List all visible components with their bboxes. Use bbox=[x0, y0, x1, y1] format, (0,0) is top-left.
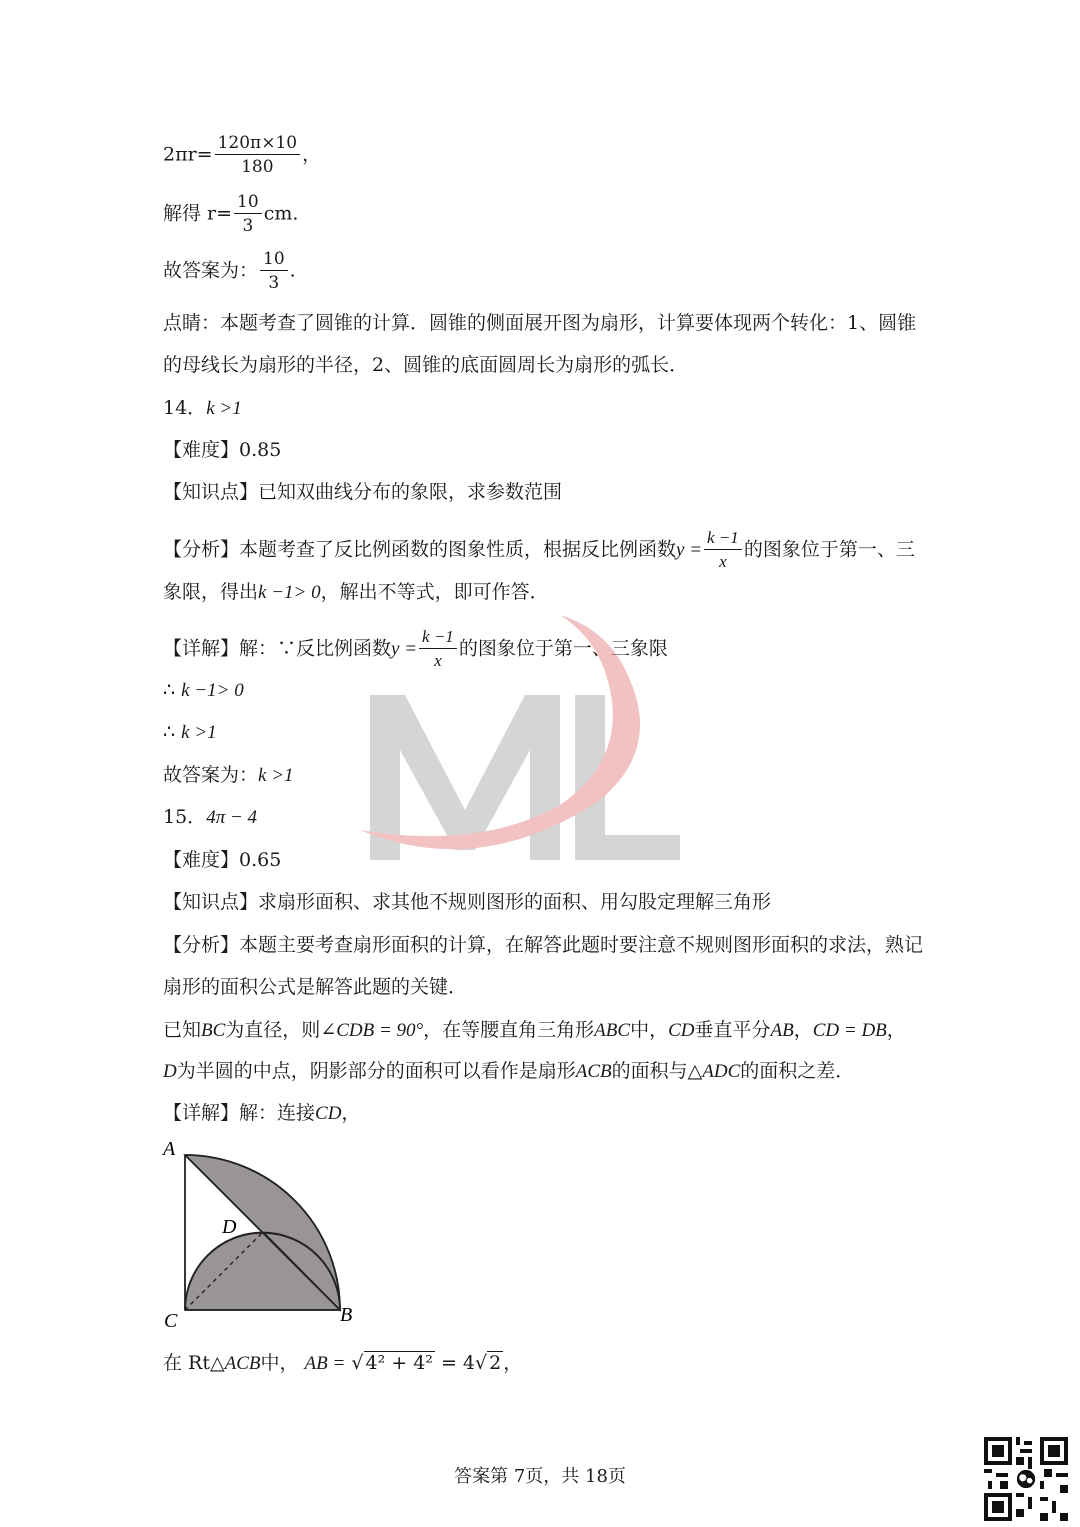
denominator: x bbox=[434, 651, 442, 670]
math: BC bbox=[201, 1020, 226, 1041]
text: 【详解】解：连接 bbox=[163, 1102, 316, 1124]
note-line-1: 点睛：本题考查了圆锥的计算．圆锥的侧面展开图为扇形，计算要体现两个转化：1、圆锥 bbox=[163, 312, 917, 334]
math: k −1> 0 bbox=[258, 582, 321, 603]
q14-difficulty: 【难度】0.85 bbox=[163, 439, 282, 461]
question-15-answer bbox=[163, 804, 257, 831]
denominator: 3 bbox=[242, 216, 254, 236]
label-b: B bbox=[340, 1304, 353, 1326]
text: ，在等腰直角三角形 bbox=[423, 1019, 595, 1041]
label-a: A bbox=[163, 1138, 176, 1160]
q15-analysis-1: 【分析】本题主要考查扇形面积的计算，在解答此题时要注意不规则图形面积的求法，熟记 bbox=[163, 934, 924, 956]
math: D bbox=[163, 1061, 177, 1082]
denominator: 180 bbox=[241, 157, 274, 177]
numerator: 120π×10 bbox=[215, 132, 301, 155]
page-footer: 答案第 7页，共 18页 bbox=[454, 1466, 626, 1487]
text: 的图象位于第一、三象限 bbox=[458, 637, 668, 660]
question-number: 14． bbox=[163, 397, 207, 419]
fraction bbox=[215, 132, 301, 179]
question-14-answer bbox=[163, 395, 242, 422]
watermark-logo bbox=[360, 600, 690, 890]
sqrt-radicand: 2 bbox=[489, 1352, 502, 1374]
text: 在 Rt△ bbox=[163, 1352, 225, 1374]
text: . bbox=[289, 259, 296, 282]
geometry-figure bbox=[160, 1135, 360, 1335]
q14-detail-2 bbox=[163, 677, 244, 704]
fraction bbox=[260, 248, 288, 295]
text: 的面积与 bbox=[611, 1060, 688, 1082]
text: 垂直平分 bbox=[694, 1019, 771, 1041]
q14-knowledge-point: 【知识点】已知双曲线分布的象限，求参数范围 bbox=[163, 481, 563, 503]
text: 的面积之差． bbox=[740, 1060, 855, 1082]
label-c: C bbox=[164, 1310, 178, 1332]
text: ， bbox=[341, 1102, 361, 1124]
text: 为半圆的中点，阴影部分的面积可以看作是扇形 bbox=[176, 1060, 576, 1082]
q15-difficulty: 【难度】0.65 bbox=[163, 849, 282, 871]
sqrt-radicand: 4² + 4² bbox=[365, 1352, 433, 1374]
question-number: 15． bbox=[163, 806, 207, 828]
text: ， bbox=[503, 1352, 523, 1374]
equation-line-1 bbox=[163, 132, 321, 179]
math: y = bbox=[676, 539, 703, 561]
text: 中， bbox=[260, 1352, 299, 1374]
q15-analysis-2: 扇形的面积公式是解答此题的关键． bbox=[163, 976, 468, 998]
text: 解得 r= bbox=[163, 202, 233, 225]
math: CD = DB bbox=[812, 1020, 887, 1041]
q14-detail-4 bbox=[163, 762, 294, 789]
text: ，解出不等式，即可作答． bbox=[320, 581, 549, 603]
text: ， bbox=[793, 1019, 813, 1041]
q14-analysis-1 bbox=[163, 527, 915, 574]
label-d: D bbox=[222, 1216, 237, 1238]
numerator: k −1 bbox=[419, 626, 457, 649]
q15-knowledge-point: 【知识点】求扇形面积、求其他不规则图形的面积、用勾股定理解三角形 bbox=[163, 891, 772, 913]
math: k −1> 0 bbox=[181, 680, 244, 701]
math: △ADC bbox=[687, 1061, 741, 1082]
q15-detail-1 bbox=[163, 1100, 360, 1127]
denominator: x bbox=[719, 552, 727, 571]
numerator: 10 bbox=[260, 248, 288, 271]
text: 故答案为： bbox=[163, 764, 259, 786]
math: ∠CDB = 90° bbox=[320, 1020, 424, 1041]
fraction bbox=[704, 527, 742, 574]
text: 2πr= bbox=[163, 143, 213, 166]
math: 4π − 4 bbox=[206, 807, 258, 828]
math: k >1 bbox=[258, 765, 294, 786]
math: ACB bbox=[224, 1353, 261, 1374]
text: 的图象位于第一、三 bbox=[743, 538, 915, 561]
therefore-symbol: ∴ bbox=[163, 679, 176, 701]
q15-detail-2: 在 Rt△ACB中， AB = √ 4² + 4² = 4√ 2 ， bbox=[163, 1352, 523, 1374]
text: 【详解】解：∵反比例函数 bbox=[163, 637, 392, 660]
math: = 4 bbox=[440, 1352, 476, 1374]
text: ， bbox=[302, 143, 322, 166]
math: k >1 bbox=[206, 398, 242, 419]
fraction bbox=[234, 191, 262, 238]
numerator: k −1 bbox=[704, 527, 742, 550]
text: 为直径，则 bbox=[225, 1019, 321, 1041]
numerator: 10 bbox=[234, 191, 262, 214]
math: k >1 bbox=[181, 722, 217, 743]
answer-line bbox=[163, 248, 296, 295]
q14-detail-3 bbox=[163, 719, 217, 746]
text: 象限，得出 bbox=[163, 581, 259, 603]
math: ABC bbox=[594, 1020, 631, 1041]
denominator: 3 bbox=[268, 273, 280, 293]
qr-code-icon bbox=[980, 1433, 1072, 1525]
math: AB = bbox=[304, 1353, 346, 1374]
text: 中， bbox=[630, 1019, 669, 1041]
math: ACB bbox=[575, 1061, 612, 1082]
therefore-symbol: ∴ bbox=[163, 721, 176, 743]
text: cm. bbox=[263, 202, 299, 225]
equation-line-2 bbox=[163, 191, 298, 238]
text: 【分析】本题考查了反比例函数的图象性质，根据反比例函数 bbox=[163, 538, 677, 561]
q15-known-1 bbox=[163, 1017, 906, 1044]
text: ， bbox=[886, 1019, 906, 1041]
text: 故答案为： bbox=[163, 259, 259, 282]
math: AB bbox=[770, 1020, 794, 1041]
math: CD bbox=[668, 1020, 695, 1041]
math: CD bbox=[315, 1103, 342, 1124]
q15-known-2 bbox=[163, 1058, 854, 1085]
text: 已知 bbox=[163, 1019, 202, 1041]
math: y = bbox=[391, 638, 418, 660]
note-line-2: 的母线长为扇形的半径，2、圆锥的底面圆周长为扇形的弧长． bbox=[163, 354, 689, 376]
